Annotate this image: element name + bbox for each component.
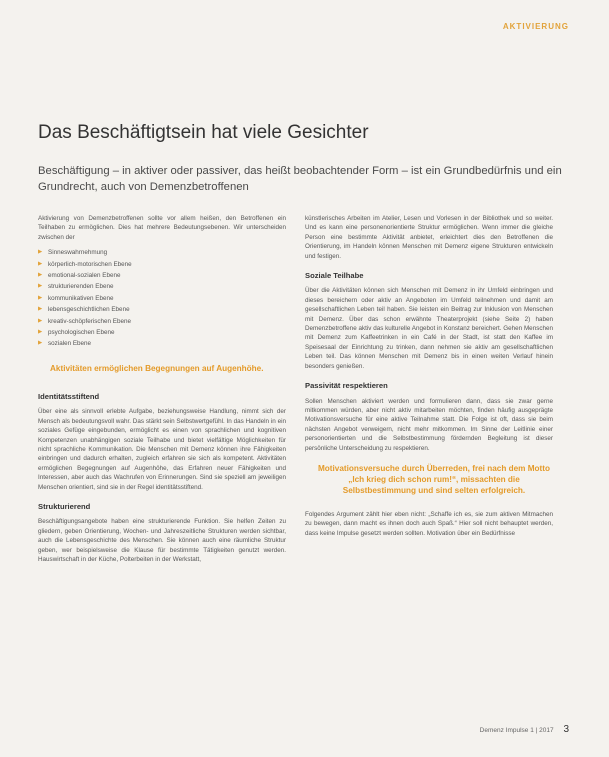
left-column: [38, 214, 286, 570]
pull-quote-left: Aktivitäten ermöglichen Begegnungen auf Augenhöhe.: [50, 363, 264, 373]
list-item: ▶ emotional-sozialen Ebene: [38, 271, 286, 280]
article-title: Das Beschäftigtsein hat viele Gesichter: [38, 122, 369, 143]
list-item: ▶ sozialen Ebene: [38, 339, 286, 348]
page-footer: [480, 724, 569, 735]
paragraph: Über eine als sinnvoll erlebte Aufgabe, beziehungsweise Handlung, nimmt sich der Mensch als bedeutungsvoll wahr. Das stärkt sein Selbstwertgefühl. In das Handeln in ein soziales Gefüge eingebunden, ermöglicht es einen von sprachlichen und kognitiven Kompetenzen unabhängigen soziale Teilhabe und bietet vielfältige Möglichkeiten für nicht sprachliche Kommunikation. Die Menschen mit Demenz können ihre Fähigkeiten einbringen und dadurch erhalten, zugleich erfahren sie sich als kompetent. Aktivitäten ermöglichen Begegnungen auf Augenhöhe, das Erfahren neuer Fähigkeiten und Interessen, aber auch das Wachrufen von Erinnerungen. Sind sie speziell am jeweiligen Menschen orientiert, sind sie in der Regel identitätsstiftend.: [38, 408, 286, 491]
list-item: ▶ kreativ-schöpferischen Ebene: [38, 317, 286, 326]
list-item: ▶ Sinneswahrnehmung: [38, 248, 286, 257]
subhead-passivitaet: Passivität respektieren: [305, 381, 388, 391]
level-list: [38, 248, 286, 349]
paragraph: Folgendes Argument zählt hier eben nicht: „Schaffe ich es, sie zum aktiven Mitmachen zu bewegen, dann macht es ihnen doch auch Spaß.“ Hier soll nicht behauptet werden, dass keine Impulse gesetzt werden sollten. Motivation über ein Bedürfnisse: [305, 510, 553, 537]
list-item: ▶ lebensgeschichtlichen Ebene: [38, 305, 286, 314]
left-intro: Aktivierung von Demenzbetroffenen sollte vor allem heißen, den Betroffenen ein Teilhaben zu ermöglichen. Dies hat mehrere Bedeutungsebenen. Wir unterscheiden zwischen der: [38, 215, 286, 241]
list-item: ▶ psychologischen Ebene: [38, 328, 286, 337]
right-intro: künstlerisches Arbeiten im Atelier, Lesen und Vorlesen in der Bibliothek und so weiter. Und es kann eine personenorientierte Struktur ermöglichen. Wenn immer die gleiche Person eine bestimmte Aktivität anbietet, erleichtert dies den Betroffenen die Orientierung, im Handeln können Menschen mit Demenz eigene Strukturen entwickeln und festigen.: [305, 215, 553, 260]
subhead-identitaetsstiftend: Identitätsstiftend: [38, 391, 100, 401]
paragraph: Über die Aktivitäten können sich Menschen mit Demenz in ihr Umfeld einbringen und dieses bereichern oder aktiv an Angeboten im Umfeld teilnehmen und damit am gesellschaftlichen Leben teil haben. Sie leisten ein Beitrag zur Inklusion von Menschen mit Demenz. Über das schon erwähnte Theaterprojekt (siehe Seite 2) haben Demenzbetroffene aktiv das kulturelle Angebot in Konstanz bereichert. Gehen Menschen mit Demenz zum Kaffeetrinken in ein Café in der Stadt, ist statt den Kaffee im Speisesaal der Einrichtung zu trinken, dann nehmen sie aktiv am gesellschaftlichen Leben teil. Das können Menschen mit Demenz bis in einen weiten Verlauf hinein besonders genießen.: [305, 287, 553, 370]
paragraph: Beschäftigungsangebote haben eine strukturierende Funktion. Sie helfen Zeiten zu gliedern, geben Orientierung, Wochen- und Jahreszeitliche Strukturen werden sichtbar, auch die Lebensgeschichte des Menschen. Sie können auch eine räumliche Struktur geben, wer beispielsweise die Klause für bestimmte Tätigkeiten genutzt werden. Hauswirtschaft in der Küche, Polterbeiten in der Werkstatt,: [38, 518, 286, 563]
list-item: ▶ körperlich-motorischen Ebene: [38, 260, 286, 269]
section-tag: AKTIVIERUNG: [502, 22, 569, 31]
publication-name: Demenz Impulse: [479, 727, 529, 734]
article-lead: Beschäftigung – in aktiver oder passiver, das heißt beobachtender Form – ist ein Grundbedürfnis und ein Grundrecht, auch von Demenzbetroffenen: [38, 165, 562, 193]
subhead-soziale-teilhabe: Soziale Teilhabe: [305, 271, 364, 281]
list-item: ▶ kommunikativen Ebene: [38, 294, 286, 303]
paragraph: Sollen Menschen aktiviert werden und formulieren dann, dass sie zwar gerne mitkommen würden, aber nicht aktiv mitarbeiten möchten, finden häufig ausgeprägte Motivationsversuche für eine aktive Teilnahme statt. Die Folge ist oft, dass sie beim nächsten Angebot verweigern, nicht mehr mitkommen. Im Sinne der Leitlinie einer personorientierten und die Selbstbestimmung fördernden Begleitung ist dieser persönliche Unterscheidung zu respektieren.: [305, 397, 553, 452]
subhead-strukturierend: Strukturierend: [38, 501, 91, 511]
right-column: [305, 214, 553, 544]
issue-number: 1 | 2017: [530, 727, 554, 734]
page-number: 3: [563, 724, 569, 735]
pull-quote-right: Motivationsversuche durch Überreden, frei nach dem Motto „Ich krieg dich schon rum!“, missachten die Selbstbestimmung und sind selten erfolgreich.: [317, 463, 551, 495]
list-item: ▶ strukturierenden Ebene: [38, 282, 286, 291]
